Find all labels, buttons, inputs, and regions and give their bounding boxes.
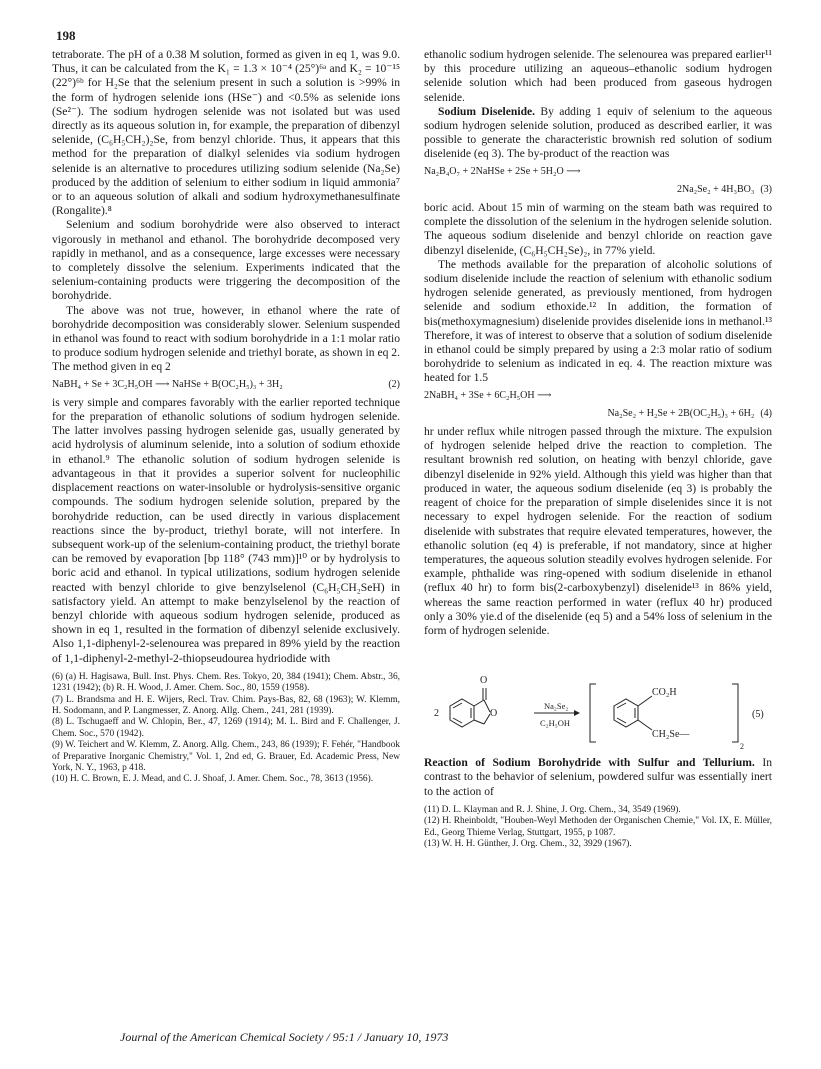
product-ring [614, 696, 652, 730]
reference-6: (6) (a) H. Hagisawa, Bull. Inst. Phys. Chem. Res. Tokyo, 20, 384 (1941); Chem. Abstr., 36, 1231 (1942); (b) R. H. Wood, J. Amer. Chem. Soc., 80, 1559 (1958). [52, 671, 400, 694]
scheme-ch2se: CH₂Se— [652, 729, 690, 741]
reference-11: (11) D. L. Klayman and R. J. Shine, J. Org. Chem., 34, 3549 (1969). [424, 804, 681, 815]
equation-3-line-1 [424, 165, 772, 179]
reference-12: (12) H. Rheinboldt, "Houben-Weyl Methoden der Organischen Chemie," Vol. IX, E. Müller, Ed., Georg Thieme Verlag, Stuttgart, 1955, p 1087. [424, 816, 772, 838]
page-number: 198 [56, 28, 76, 43]
equation-4-line-1 [424, 389, 772, 403]
reaction-scheme-5 [424, 644, 772, 750]
left-references [52, 672, 400, 786]
equation-4-products: Na₂Se₂ + H₂Se + 2B(OC₂H₅)₃ + 6H₂ [607, 407, 755, 419]
right-paragraph-3: boric acid. About 15 min of warming on the steam bath was required to complete the dissolution of the selenium in the hydrogen selenide solution. The aqueous sodium diselenide and benzyl chloride on reaction gave dibenzyl diselenide, (C₆H₅CH₂Se)₂, in 77% yield. [424, 201, 772, 257]
left-paragraph-1: tetraborate. The pH of a 0.38 M solution, formed as given in eq 1, was 9.0. Thus, it can be calculated from the K₁ = 1.3 × 10⁻⁴ (25°)⁶ᵃ and K₂ = 10⁻¹⁵ (22°)⁶ᵇ for H₂Se that the selenium present in such a solution is >99% in the form of hydrogen selenide ions (HSe⁻) and <0.5% as selenide ions (Se²⁻). The sodium hydrogen selenide was not isolated but was used directly as its aqueous solution in, for example, the preparation of dibenzyl selenide, (C₆H₅CH₂)₂Se, from benzyl chloride. Thus, it appears that this method for the preparation of dialkyl selenides via sodium hydrogen selenide is an alternative to procedures utilizing sodium selenide (Na₂Se) produced by the addition of selenium to either sodium in liquid ammonia⁷ or to an aqueous solution of alkali and sodium hydroxymethanesulfinate (Rongalite).⁸ [52, 48, 400, 218]
equation-3-number: (3) [760, 183, 772, 195]
equation-3-reactants: Na₂B₄O₇ + 2NaHSe + 2Se + 5H₂O ⟶ [424, 165, 581, 177]
scheme-number: (5) [752, 709, 764, 721]
equation-4-line-2 [424, 407, 772, 421]
phthalide-structure [450, 688, 490, 727]
right-column [424, 48, 772, 850]
equation-3-line-2 [424, 183, 772, 197]
scheme-5-drawing [424, 644, 772, 750]
right-paragraph-6-text: In contrast to the behavior of selenium, powdered sulfur was essentially inert to the action of [424, 756, 772, 798]
reference-13: (13) W. H. H. Günther, J. Org. Chem., 32, 3929 (1967). [424, 838, 632, 849]
equation-4-number: (4) [760, 407, 772, 419]
scheme-ring-oxygen: O [490, 708, 498, 720]
equation-2-number: (2) [388, 378, 400, 390]
right-paragraph-5: hr under reflux while nitrogen passed through the mixture. The expulsion of hydrogen selenide helped drive the reaction to completion. The resultant brownish red solution, on heating with benzyl chloride, gave dibenzyl diselenide in 92% yield. Although this yield was higher than that produced in water, the aqueous sodium diselenide (eq 3) is probably the reagent of choice for the preparation of simple diselenides since it is not necessary to expel hydrogen selenide. For the reaction of sodium diselenide with substrates that require elevated temperatures, however, the ethanolic solution (eq 4) is preferable, if not mandatory, since at higher temperatures, the aqueous solution steadily evolves hydrogen selenide. For example, phthalide was ring-opened with sodium diselenide in ethanol (reflux 40 hr) to form bis(2-carboxybenzyl) diselenide¹³ in 86% yield, whereas the same reaction performed in water (reflux 40 hr) produced only a 30% yie.d of the diselenide (eq 5) and a 54% loss of selenium in the form of hydrogen selenide. [424, 425, 772, 637]
equation-2-text: NaBH₄ + Se + 3C₂H₅OH ⟶ NaHSe + B(OC₂H₅)₃ + 3H₂ [52, 378, 283, 390]
reference-8: (8) L. Tschugaeff and W. Chlopin, Ber., 47, 1269 (1914); M. L. Bird and F. Challenger, J. Chem. Soc., 570 (1942). [52, 717, 400, 739]
section-heading-sodium-diselenide: Sodium Diselenide. [438, 104, 536, 118]
equation-2 [52, 378, 400, 392]
scheme-subscript: 2 [740, 742, 744, 752]
scheme-reagent-top: Na₂Se₂ [544, 701, 569, 712]
reference-10: (10) H. C. Brown, E. J. Mead, and C. J. Shoaf, J. Amer. Chem. Soc., 78, 3613 (1956). [52, 774, 374, 785]
equation-3-products: 2Na₂Se₂ + 4H₃BO₃ [676, 183, 755, 195]
scheme-coefficient: 2 [434, 708, 439, 720]
section-heading-sulfur-tellurium: Reaction of Sodium Borohydride with Sulfur and Tellurium. [424, 756, 755, 770]
right-paragraph-2-text: By adding 1 equiv of selenium to the aqueous sodium hydrogen selenide solution, produced as described earlier, it was possible to generate the characteristic brownish red solution of sodium diselenide (eq 3). The by-product of the reaction was [424, 104, 773, 161]
left-paragraph-3: The above was not true, however, in ethanol where the rate of borohydride decomposition was considerably slower. Selenium suspended in ethanol was found to react with sodium borohydride in a 1:1 molar ratio to produce sodium hydrogen selenide and triethyl borate, as shown in eq 2. The method given in eq 2 [52, 303, 400, 374]
reference-9: (9) W. Teichert and W. Klemm, Z. Anorg. Allg. Chem., 243, 86 (1939); F. Fehér, "Handbook of Preparative Inorganic Chemistry," Vol. 1, 2nd ed, G. Brauer, Ed. Academic Press, New York, N. Y., 1963, p 418. [52, 740, 400, 773]
scheme-co2h: CO₂H [652, 687, 677, 699]
right-paragraph-6 [424, 756, 772, 799]
scheme-carbonyl-oxygen: O [480, 675, 488, 687]
left-column [52, 48, 400, 786]
right-paragraph-1: ethanolic sodium hydrogen selenide. The selenourea was prepared earlier¹¹ by this procedure utilizing an aqueous–ethanolic sodium hydrogen selenide solution which had been produced from gaseous hydrogen selenide. [424, 48, 772, 104]
right-references [424, 805, 772, 851]
reaction-arrowhead [574, 710, 580, 716]
right-paragraph-2 [424, 105, 772, 162]
equation-4-reactants: 2NaBH₄ + 3Se + 6C₂H₅OH ⟶ [424, 389, 552, 401]
journal-footer: Journal of the American Chemical Society / 95:1 / January 10, 1973 [120, 1030, 449, 1044]
right-paragraph-4: The methods available for the preparation of alcoholic solutions of sodium diselenide include the reaction of selenium with ethanolic sodium hydrogen selenide generated, as previously mentioned, from hydrogen selenide and sodium ethoxide.¹² In addition, the formation of bis(methoxymagnesium) diselenide provides diselenide ions in methanol.¹³ Therefore, it was of interest to observe that a solution of sodium diselenide in ethanol could be simply prepared by using a 2:3 molar ratio of sodium borohydride to selenium as indicated in eq. 4. The reaction mixture was heated for 1.5 [424, 257, 772, 385]
reference-7: (7) L. Brandsma and H. E. Wijers, Recl. Trav. Chim. Pays-Bas, 82, 68 (1963); W. Klemm, H. Sodomann, and P. Langmesser, Z. Anorg. Allg. Chem., 241, 281 (1939). [52, 694, 400, 716]
left-paragraph-4: is very simple and compares favorably with the earlier reported technique for the preparation of ethanolic solutions of sodium hydrogen selenide. The latter involves passing hydrogen selenide gas, usually generated by acid hydrolysis of aluminum selenide, into a solution of sodium ethoxide in ethanol.⁹ The ethanolic solution of sodium hydrogen selenide is advantageous in that it provides a superior solvent for nucleophilic displacement reactions on water-insoluble or hydrolysis-sensitive organic compounds. The sodium hydrogen selenide solution, prepared by the borohydride reduction, can be used directly in various displacement reactions since the by-product, triethyl borate, will not interfere. In subsequent work-up of the selenium-containing product, the triethyl borate can be removed by evaporation [bp 118° (743 mm)]¹⁰ or by hydrolysis to boric acid and ethanol. In typical utilizations, sodium hydrogen selenide reacted with benzyl chloride to give benzylselenol (C₆H₅CH₂SeH) in satisfactory yield. An attempt to make benzylselenol by the reaction of benzyl chloride with aqueous sodium hydrogen selenide, produced as shown in eq 1, resulted in the formation of dibenzyl selenide exclusively. Also 1,1-diphenyl-2-selenourea was prepared in 89% yield by the reaction of 1,1-diphenyl-2-methyl-2-thiopseudourea hydriodide with [52, 395, 400, 665]
left-paragraph-2: Selenium and sodium borohydride were also observed to interact vigorously in methanol and ethanol. The borohydride decomposed very rapidly in methanol, and as a consequence, large excesses were necessary to completely dissolve the selenium. Experiments indicated that the selenium-containing products were triggering the decomposition of the borohydride. [52, 218, 400, 303]
scheme-reagent-bottom: C₂H₅OH [540, 718, 571, 729]
